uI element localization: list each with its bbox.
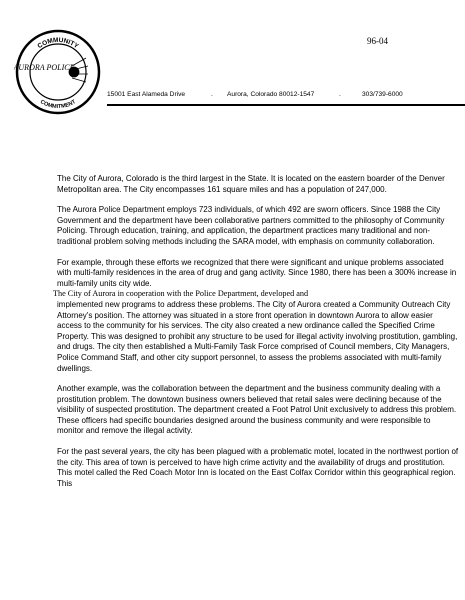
letterhead-phone: 303/739-6000 bbox=[362, 91, 403, 98]
paragraph-multifamily-insert: The City of Aurora in cooperation with the Police Department, developed and bbox=[53, 289, 309, 299]
document-number: 96-04 bbox=[367, 36, 388, 46]
letterhead-city: Aurora, Colorado 80012-1547 bbox=[227, 91, 315, 98]
seal-text-middle: AURORA POLICE bbox=[14, 63, 75, 72]
paragraph-intro: The City of Aurora, Colorado is the third largest in the State. It is located on the eastern boarder of the Denver Metropolitan area. The City encompasses 161 square miles and has a population of 247,000. bbox=[57, 174, 445, 194]
letterhead-separator: . bbox=[211, 91, 213, 98]
seal-text-top: COMMUNITY bbox=[36, 36, 80, 51]
paragraph-multifamily: For example, through these efforts we recognized that there were significant and unique problems associated with multi-family residences in the area of drug and gang activity. Since 1980, there has been a 300% increase in multi-family units city wide. bbox=[57, 257, 457, 288]
seal-text-bottom: COMMITMENT bbox=[39, 99, 77, 111]
paragraph-department: The Aurora Police Department employs 723 individuals, of which 492 are sworn officers. Since 1988 the City Government and the department have been collaborative partners committed to the philosophy of Community Policing. Through education, training, and application, the department practices many traditional and non-traditional problem solving methods including the SARA model, with emphasis on community collaboration. bbox=[57, 205, 445, 246]
paragraph-multifamily-cont: implemented new programs to address these problems. The City of Aurora created a Community Outreach City Attorney's position. The attorney was situated in a store front operation in downtown Aurora to allow easier access to the community for his services. The city also created a new ordinance called the Specified Crime Property. This was designed to prohibit any structure to be used for illegal activity involving prostitution, gambling, and drugs. The city then established a Multi-Family Task Force comprised of Council members, City Managers, Police Command Staff, and other city support personnel, to assess the problems associated with multi-family dwellings. bbox=[57, 299, 458, 373]
document-body bbox=[53, 174, 459, 499]
letterhead-separator: . bbox=[339, 91, 341, 98]
letterhead-rule bbox=[107, 104, 465, 106]
paragraph-motel: For the past several years, the city has been plagued with a problematic motel, located in the northwest portion of the city. This area of town is perceived to have high crime activity and the availability of drugs and prostitution. This motel called the Red Coach Motor Inn is located on the East Colfax Corridor within this geographical region. This bbox=[57, 447, 459, 488]
community-commitment-seal bbox=[14, 28, 102, 116]
paragraph-prostitution: Another example, was the collaboration between the department and the business community dealing with a prostitution problem. The downtown business owners believed that retail sales were declining because of the visibility of suspected prostitution. The department created a Foot Patrol Unit exclusively to address this problem. These officers had specific boundaries designed around the business community and were responsible to monitor and remove the illegal activity. bbox=[57, 384, 457, 436]
letterhead-address: 15001 East Alameda Drive bbox=[107, 91, 186, 98]
